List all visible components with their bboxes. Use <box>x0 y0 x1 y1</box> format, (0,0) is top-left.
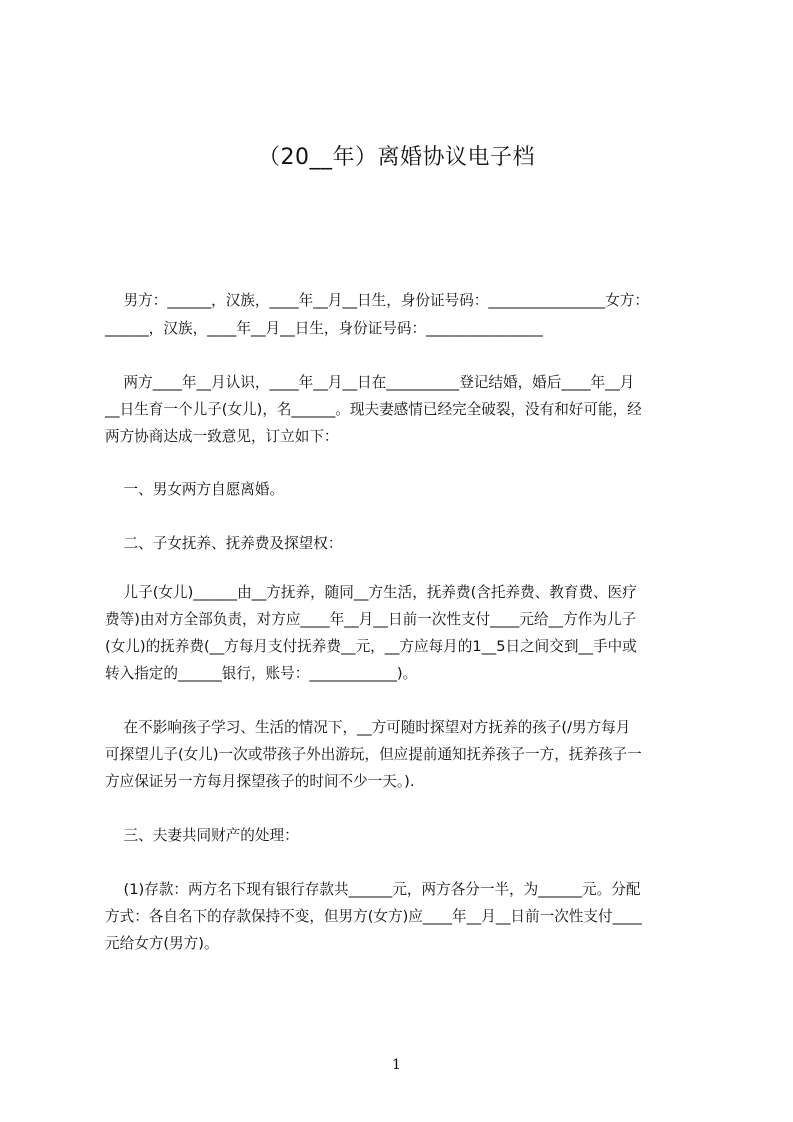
text-line: ______，汉族，____年__月__日生，身份证号码：________________ <box>105 320 543 337</box>
text-line: 元给女方(男方)。 <box>105 935 219 952</box>
text-line: (女儿)的抚养费(__方每月支付抚养费__元，__方应每月的1__5日之间交到__手中或 <box>105 638 637 655</box>
section-heading: 一、男女两方自愿离婚。 <box>105 481 285 498</box>
text-line: 方式：各自名下的存款保持不变，但男方(女方)应____年__月__日前一次性支付____ <box>105 908 642 925</box>
page-number: 1 <box>392 1057 401 1073</box>
document-title: （20__年）离婚协议电子档 <box>258 145 535 170</box>
section-heading: 二、子女抚养、抚养费及探望权： <box>105 535 343 552</box>
text-line: 两方协商达成一致意见，订立如下： <box>105 428 339 445</box>
text-line: (1)存款：两方名下现有银行存款共______元，两方各分一半，为______元。分配 <box>105 881 641 898</box>
text-line: 转入指定的______银行，账号：____________)。 <box>105 665 418 682</box>
text-line: 费等)由对方全部负责，对方应____年__月__日前一次性支付____元给__方作为儿子 <box>105 611 637 628</box>
text-line: 在不影响孩子学习、生活的情况下，__方可随时探望对方抚养的孩子(/男方每月 <box>105 719 631 736</box>
text-line: 男方：______，汉族，____年__月__日生，身份证号码：________________女方： <box>105 292 649 309</box>
text-line: 可探望儿子(女儿)一次或带孩子外出游玩，但应提前通知抚养孩子一方，抚养孩子一 <box>105 746 642 763</box>
text-line: 方应保证另一方每月探望孩子的时间不少一天。). <box>105 773 415 790</box>
text-line: __日生育一个儿子(女儿)，名______。现夫妻感情已经完全破裂，没有和好可能，经 <box>105 401 642 418</box>
text-line: 两方____年__月认识，____年__月__日在__________登记结婚，婚后____年__月 <box>105 374 635 391</box>
text-line: 儿子(女儿)______由__方抚养，随同__方生活，抚养费(含托养费、教育费、医疗 <box>105 584 637 601</box>
section-heading: 三、夫妻共同财产的处理： <box>105 827 299 844</box>
